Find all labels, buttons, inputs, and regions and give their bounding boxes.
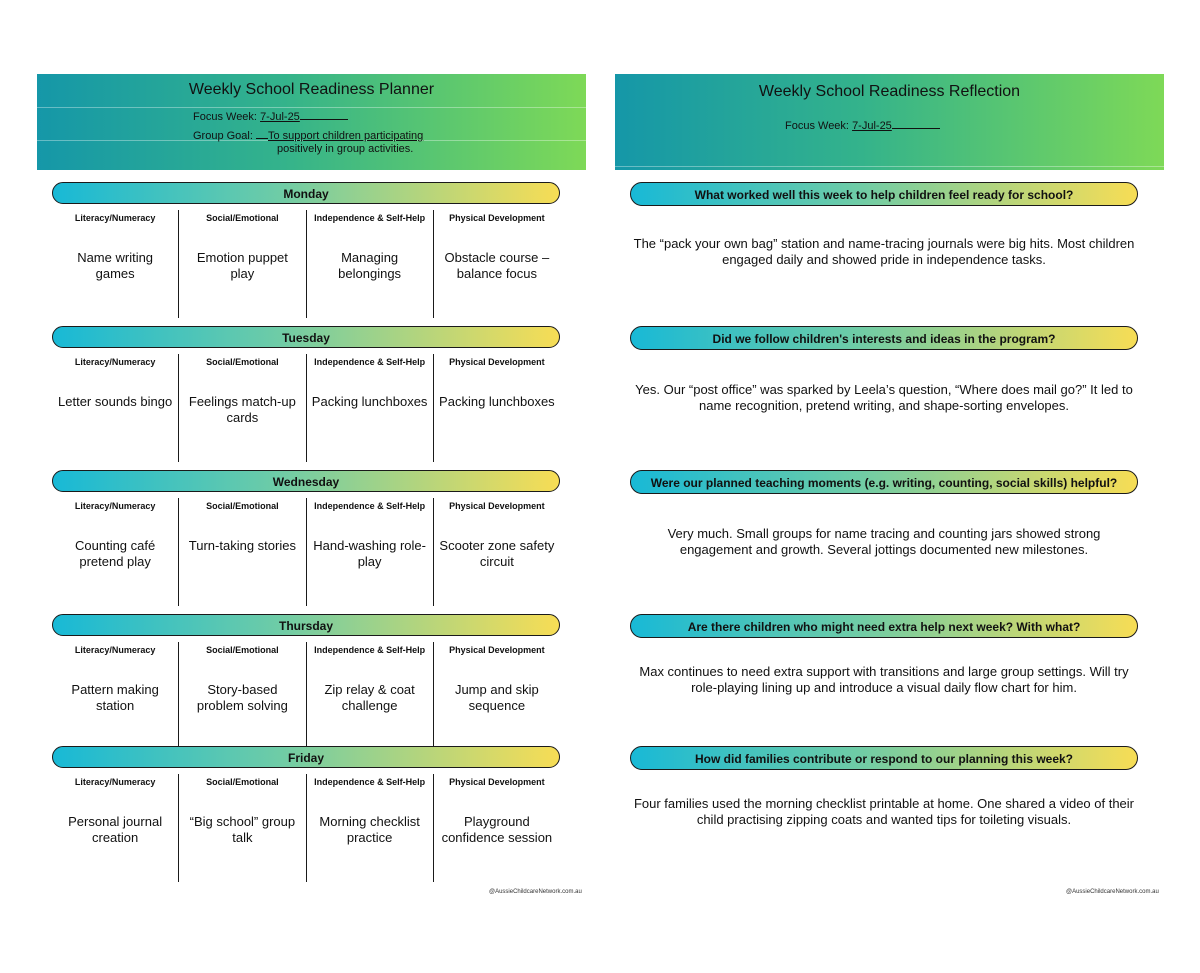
question-answer: The “pack your own bag” station and name-tracing journals were big hits. Most children engaged daily and showed pride in independence tasks.: [633, 236, 1135, 267]
activity-text: Scooter zone safety circuit: [439, 538, 555, 569]
activity-text: Zip relay & coat challenge: [324, 682, 415, 713]
day-column: [178, 642, 305, 750]
activity-text: Obstacle course – balance focus: [444, 250, 550, 281]
group-goal-label: Group Goal:: [193, 130, 253, 142]
column-heading: Social/Emotional: [206, 213, 279, 223]
column-heading: Literacy/Numeracy: [74, 645, 156, 655]
day-column: [306, 498, 433, 606]
column-heading: Physical Development: [449, 645, 545, 655]
activity-text: Playground confidence session: [441, 814, 553, 845]
activity-text: Feelings match-up cards: [188, 394, 296, 425]
activity-text: Story-based problem solving: [196, 682, 288, 713]
reflection-focus-week: [785, 120, 940, 132]
question-header: Did we follow children's interests and ideas in the program?: [630, 326, 1138, 350]
day-column: [178, 774, 305, 882]
question-answer: Yes. Our “post office” was sparked by Leela’s question, “Where does mail go?” It led to name recognition, pretend writing, and shape-sorting envelopes.: [635, 382, 1133, 413]
day-columns: [52, 354, 560, 462]
activity-text: Packing lunchboxes: [311, 394, 428, 409]
column-heading: Independence & Self-Help: [314, 645, 426, 655]
activity-text: Packing lunchboxes: [439, 394, 555, 409]
column-heading: Social/Emotional: [206, 645, 279, 655]
day-header: Monday: [52, 182, 560, 204]
activity-text: Counting café pretend play: [75, 538, 156, 569]
reflection-credit: @AussieChildcareNetwork.com.au: [1066, 889, 1159, 895]
group-goal-line1: To support children participating: [267, 130, 424, 142]
activity-text: “Big school” group talk: [189, 814, 296, 845]
column-heading: Physical Development: [449, 501, 545, 511]
day-columns: [52, 642, 560, 750]
column-heading: Literacy/Numeracy: [74, 357, 156, 367]
day-header: Friday: [52, 746, 560, 768]
activity-text: Managing belongings: [338, 250, 402, 281]
day-column: [52, 498, 178, 606]
column-heading: Literacy/Numeracy: [74, 777, 156, 787]
activity-text: Hand-washing role-play: [313, 538, 426, 569]
day-column: [306, 642, 433, 750]
day-columns: [52, 774, 560, 882]
column-heading: Independence & Self-Help: [314, 213, 426, 223]
day-columns: [52, 498, 560, 606]
activity-text: Turn-taking stories: [188, 538, 296, 553]
question-header: Are there children who might need extra help next week? With what?: [630, 614, 1138, 638]
question-answer: Very much. Small groups for name tracing and counting jars showed strong engagement and growth. Several jottings documented new milestones.: [667, 526, 1101, 557]
activity-text: Personal journal creation: [68, 814, 163, 845]
activity-text: Morning checklist practice: [319, 814, 420, 845]
day-column: [433, 210, 560, 318]
day-column: [433, 642, 560, 750]
column-heading: Physical Development: [449, 777, 545, 787]
group-goal-line2: positively in group activities.: [277, 143, 414, 155]
day-column: [433, 774, 560, 882]
focus-week-label: Focus Week:: [785, 120, 849, 132]
reflection-title: Weekly School Readiness Reflection: [758, 83, 1021, 100]
column-heading: Social/Emotional: [206, 501, 279, 511]
day-column: [52, 642, 178, 750]
focus-week-value: 7-Jul-25: [260, 111, 300, 123]
activity-text: Jump and skip sequence: [454, 682, 539, 713]
day-columns: [52, 210, 560, 318]
day-column: [433, 354, 560, 462]
day-header: Thursday: [52, 614, 560, 636]
day-column: [178, 210, 305, 318]
reflection-header-banner: [615, 74, 1164, 170]
question-answer: Four families used the morning checklist printable at home. One shared a video of their child practising zipping coats and wanted tips for toileting visuals.: [633, 796, 1135, 827]
activity-text: Name writing games: [77, 250, 154, 281]
activity-text: Emotion puppet play: [196, 250, 288, 281]
planner-header-banner: [37, 74, 586, 170]
day-column: [306, 354, 433, 462]
column-heading: Independence & Self-Help: [314, 357, 426, 367]
day-column: [52, 210, 178, 318]
question-header: What worked well this week to help children feel ready for school?: [630, 182, 1138, 206]
day-column: [306, 774, 433, 882]
day-header: Wednesday: [52, 470, 560, 492]
focus-week-value: 7-Jul-25: [852, 120, 892, 132]
planner-credit: @AussieChildcareNetwork.com.au: [489, 889, 582, 895]
activity-text: Letter sounds bingo: [58, 394, 173, 409]
question-answer: Max continues to need extra support with transitions and large group settings. Will try role-playing lining up and introduce a visual daily flow chart for him.: [639, 664, 1129, 695]
column-heading: Literacy/Numeracy: [74, 213, 156, 223]
day-header: Tuesday: [52, 326, 560, 348]
activity-text: Pattern making station: [71, 682, 159, 713]
day-column: [52, 774, 178, 882]
column-heading: Social/Emotional: [206, 777, 279, 787]
planner-title: Weekly School Readiness Planner: [188, 81, 435, 98]
column-heading: Physical Development: [449, 357, 545, 367]
focus-week-label: Focus Week:: [193, 111, 257, 123]
planner-group-goal: [193, 130, 423, 142]
column-heading: Physical Development: [449, 213, 545, 223]
question-header: How did families contribute or respond to our planning this week?: [630, 746, 1138, 770]
day-column: [306, 210, 433, 318]
day-column: [178, 354, 305, 462]
question-header: Were our planned teaching moments (e.g. writing, counting, social skills) helpful?: [630, 470, 1138, 494]
planner-focus-week: [193, 111, 348, 123]
column-heading: Literacy/Numeracy: [74, 501, 156, 511]
column-heading: Independence & Self-Help: [314, 501, 426, 511]
day-column: [52, 354, 178, 462]
day-column: [433, 498, 560, 606]
column-heading: Social/Emotional: [206, 357, 279, 367]
day-column: [178, 498, 305, 606]
column-heading: Independence & Self-Help: [314, 777, 426, 787]
